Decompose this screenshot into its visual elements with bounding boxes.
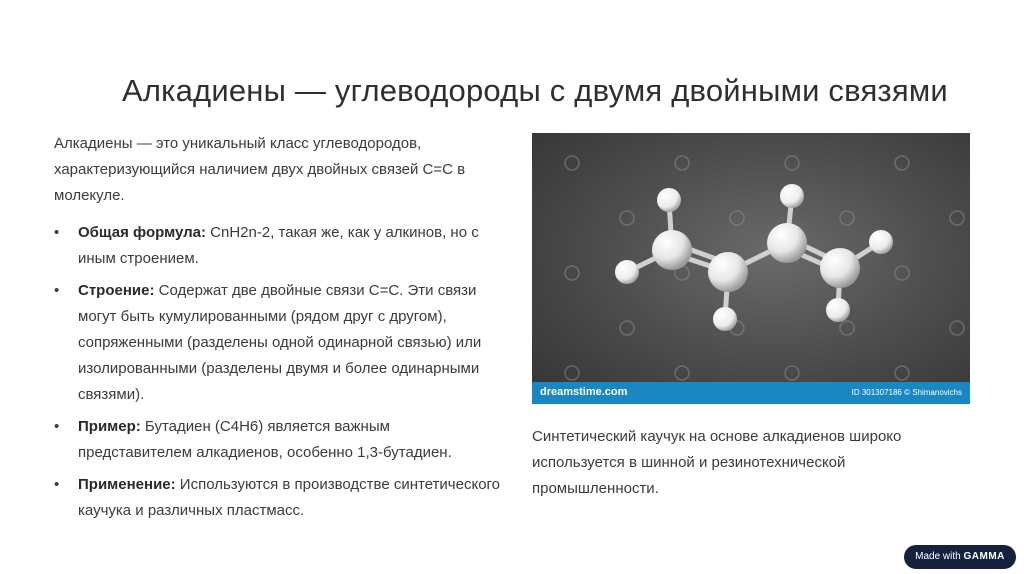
- image-credit: ID 301307186 © Shimanovichs: [851, 388, 962, 397]
- page-title: Алкадиены — углеводороды с двумя двойными связями: [122, 72, 948, 108]
- made-with-gamma-badge[interactable]: [904, 545, 1016, 569]
- hydrogen-atom-icon: [657, 188, 681, 212]
- bullet-structure: [54, 278, 504, 408]
- bullet-key: Общая формула:: [78, 224, 206, 241]
- image-caption: Синтетический каучук на основе алкадиенов широко используется в шинной и резинотехнической промышленности.: [532, 428, 902, 497]
- bullet-key: Применение:: [78, 476, 176, 493]
- bullet-marker: •: [54, 224, 60, 241]
- bullet-marker: •: [54, 418, 60, 435]
- hydrogen-atom-icon: [826, 298, 850, 322]
- bullet-text: CnH2n-2, такая же, как у алкинов, но с иным строением.: [78, 224, 479, 267]
- hydrogen-atom-icon: [780, 184, 804, 208]
- bullet-marker: •: [54, 282, 60, 299]
- bullet-text: Содержат две двойные связи C=C. Эти связи могут быть кумулированными (рядом друг с другом), сопряженными (разделены одной одинарной связью) или изолированными (разделены двумя и более одинарными связями).: [78, 282, 482, 403]
- bullet-text: Бутадиен (C4H6) является важным представителем алкадиенов, особенно 1,3-бутадиен.: [78, 418, 452, 461]
- badge-brand: GAMMA: [963, 551, 1005, 562]
- bullet-key: Пример:: [78, 418, 141, 435]
- badge-prefix: Made with: [915, 551, 964, 562]
- molecule-image: [532, 133, 970, 404]
- bullet-key: Строение:: [78, 282, 155, 299]
- bullet-formula: [54, 220, 504, 272]
- hydrogen-atom-icon: [713, 307, 737, 331]
- bullet-marker: •: [54, 476, 60, 493]
- carbon-atom-icon: [708, 252, 748, 292]
- image-footer-bar: [532, 382, 970, 404]
- carbon-atom-icon: [820, 248, 860, 288]
- content-column: [54, 131, 504, 530]
- carbon-atom-icon: [652, 230, 692, 270]
- bullet-text: Используются в производстве синтетического каучука и различных пластмасс.: [78, 476, 501, 519]
- butadiene-molecule-illustration: [532, 133, 970, 404]
- carbon-atom-icon: [767, 223, 807, 263]
- hydrogen-atom-icon: [615, 260, 639, 284]
- image-brand: dreamstime.com: [540, 386, 628, 398]
- hydrogen-atom-icon: [869, 230, 893, 254]
- bullet-list: [54, 220, 504, 524]
- bullet-application: [54, 472, 504, 524]
- intro-paragraph: Алкадиены — это уникальный класс углеводородов, характеризующийся наличием двух двойных связей C=C в молекуле.: [54, 135, 466, 204]
- bullet-example: [54, 414, 504, 466]
